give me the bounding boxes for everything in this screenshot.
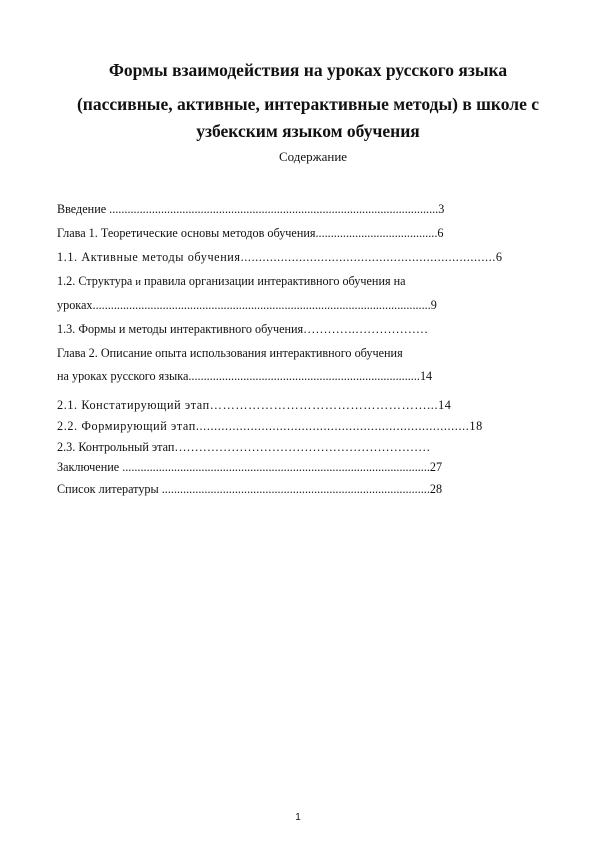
toc-entry-chapter-1: Глава 1. Теоретические основы методов обучения........................................6 <box>57 226 444 240</box>
toc-entry-section-2-1: 2.1. Констатирующий этап……………………………………………...14 <box>57 398 452 412</box>
toc-entry-text: и <box>135 277 141 288</box>
toc-entry-chapter-2-line-2: на уроках русского языка............................................................................14 <box>57 369 433 383</box>
page-number: 1 <box>295 812 301 823</box>
document-title-line-2: (пассивные, активные, интерактивные методы) в школе с <box>76 94 540 114</box>
toc-entry-text: правила организации интерактивного обучения на <box>141 274 406 288</box>
toc-entry-section-2-2: 2.2. Формирующий этап...........................................................................18 <box>57 419 483 433</box>
toc-entry-section-1-1: 1.1. Активные методы обучения......................................................................6 <box>57 250 503 264</box>
document-title-line-3: узбекским языком обучения <box>196 121 420 141</box>
toc-entry-section-1-3: 1.3. Формы и методы интерактивного обучения………….……………… <box>57 322 429 336</box>
contents-heading: Содержание <box>278 149 348 164</box>
toc-entry-section-1-2-line-1 <box>57 273 406 291</box>
toc-entry-conclusion: Заключение .....................................................................................................27 <box>57 460 443 474</box>
toc-entry-introduction: Введение ............................................................................................................3 <box>57 202 445 216</box>
toc-entry-section-1-2-line-2: уроках...............................................................................................................9 <box>57 298 437 312</box>
toc-entry-text: 1.2. Структура <box>57 274 136 288</box>
toc-entry-chapter-2-line-1: Глава 2. Описание опыта использования интерактивного обучения <box>57 346 403 360</box>
document-title-line-1: Формы взаимодействия на уроках русского языка <box>108 60 508 80</box>
toc-entry-references: Список литературы ........................................................................................28 <box>57 482 443 496</box>
toc-entry-section-2-3: 2.3. Контрольный этап……………………………………………………… <box>57 440 431 454</box>
